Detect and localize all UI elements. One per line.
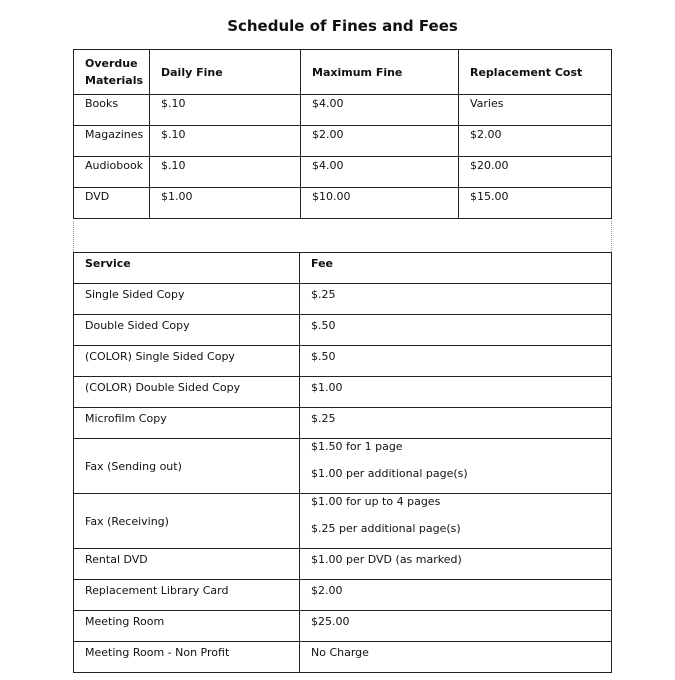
table-row bbox=[74, 346, 612, 377]
header-daily-fine: Daily Fine bbox=[150, 50, 301, 95]
table-row bbox=[74, 284, 612, 315]
table-cell: Magazines bbox=[74, 126, 150, 157]
service-cell: Single Sided Copy bbox=[74, 284, 300, 315]
fee-line: $1.50 for 1 page bbox=[311, 440, 403, 453]
table-row bbox=[74, 315, 612, 346]
fee-cell: $2.00 bbox=[300, 580, 612, 611]
table-spacer bbox=[73, 221, 612, 252]
table-row bbox=[74, 549, 612, 580]
table-cell: Varies bbox=[459, 95, 612, 126]
header-overdue-materials bbox=[74, 50, 150, 95]
fee-cell: $.25 bbox=[300, 408, 612, 439]
table-cell: Audiobook bbox=[74, 157, 150, 188]
page-title: Schedule of Fines and Fees bbox=[227, 17, 458, 35]
service-cell: Fax (Receiving) bbox=[74, 494, 300, 549]
service-cell: Microfilm Copy bbox=[74, 408, 300, 439]
table-cell: $.10 bbox=[150, 95, 301, 126]
services-table bbox=[73, 252, 612, 673]
table-row bbox=[74, 439, 612, 494]
header-line: Materials bbox=[85, 74, 144, 87]
header-service: Service bbox=[74, 253, 300, 284]
table-cell: $4.00 bbox=[301, 95, 459, 126]
fee-cell: $1.00 per DVD (as marked) bbox=[300, 549, 612, 580]
service-cell: (COLOR) Single Sided Copy bbox=[74, 346, 300, 377]
table-row bbox=[74, 408, 612, 439]
fee-line: $1.00 for up to 4 pages bbox=[311, 495, 441, 508]
table-cell: $2.00 bbox=[301, 126, 459, 157]
table-row bbox=[74, 611, 612, 642]
service-cell: (COLOR) Double Sided Copy bbox=[74, 377, 300, 408]
table-row bbox=[74, 95, 612, 126]
table-row bbox=[74, 188, 612, 219]
table-cell: Books bbox=[74, 95, 150, 126]
fee-cell bbox=[300, 494, 612, 549]
fee-cell bbox=[300, 439, 612, 494]
table-row bbox=[74, 494, 612, 549]
table-row bbox=[74, 580, 612, 611]
fee-cell: $.50 bbox=[300, 315, 612, 346]
service-cell: Double Sided Copy bbox=[74, 315, 300, 346]
fee-line: $1.00 per additional page(s) bbox=[311, 467, 468, 480]
service-cell: Replacement Library Card bbox=[74, 580, 300, 611]
table-header-row bbox=[74, 253, 612, 284]
fee-cell: No Charge bbox=[300, 642, 612, 673]
fee-cell: $1.00 bbox=[300, 377, 612, 408]
table-cell: $1.00 bbox=[150, 188, 301, 219]
fee-cell: $.25 bbox=[300, 284, 612, 315]
header-fee: Fee bbox=[300, 253, 612, 284]
table-row bbox=[74, 157, 612, 188]
table-cell: $10.00 bbox=[301, 188, 459, 219]
fines-table bbox=[73, 49, 612, 219]
table-cell: DVD bbox=[74, 188, 150, 219]
table-header-row bbox=[74, 50, 612, 95]
service-cell: Meeting Room - Non Profit bbox=[74, 642, 300, 673]
table-cell: $2.00 bbox=[459, 126, 612, 157]
table-row bbox=[74, 377, 612, 408]
table-cell: $15.00 bbox=[459, 188, 612, 219]
service-cell: Rental DVD bbox=[74, 549, 300, 580]
table-cell: $4.00 bbox=[301, 157, 459, 188]
fee-line: $.25 per additional page(s) bbox=[311, 522, 461, 535]
service-cell: Meeting Room bbox=[74, 611, 300, 642]
fee-cell: $.50 bbox=[300, 346, 612, 377]
header-maximum-fine: Maximum Fine bbox=[301, 50, 459, 95]
table-cell: $20.00 bbox=[459, 157, 612, 188]
table-row bbox=[74, 642, 612, 673]
fee-cell: $25.00 bbox=[300, 611, 612, 642]
table-row bbox=[74, 126, 612, 157]
table-cell: $.10 bbox=[150, 157, 301, 188]
table-cell: $.10 bbox=[150, 126, 301, 157]
service-cell: Fax (Sending out) bbox=[74, 439, 300, 494]
header-line: Overdue bbox=[85, 57, 138, 70]
header-replacement-cost: Replacement Cost bbox=[459, 50, 612, 95]
